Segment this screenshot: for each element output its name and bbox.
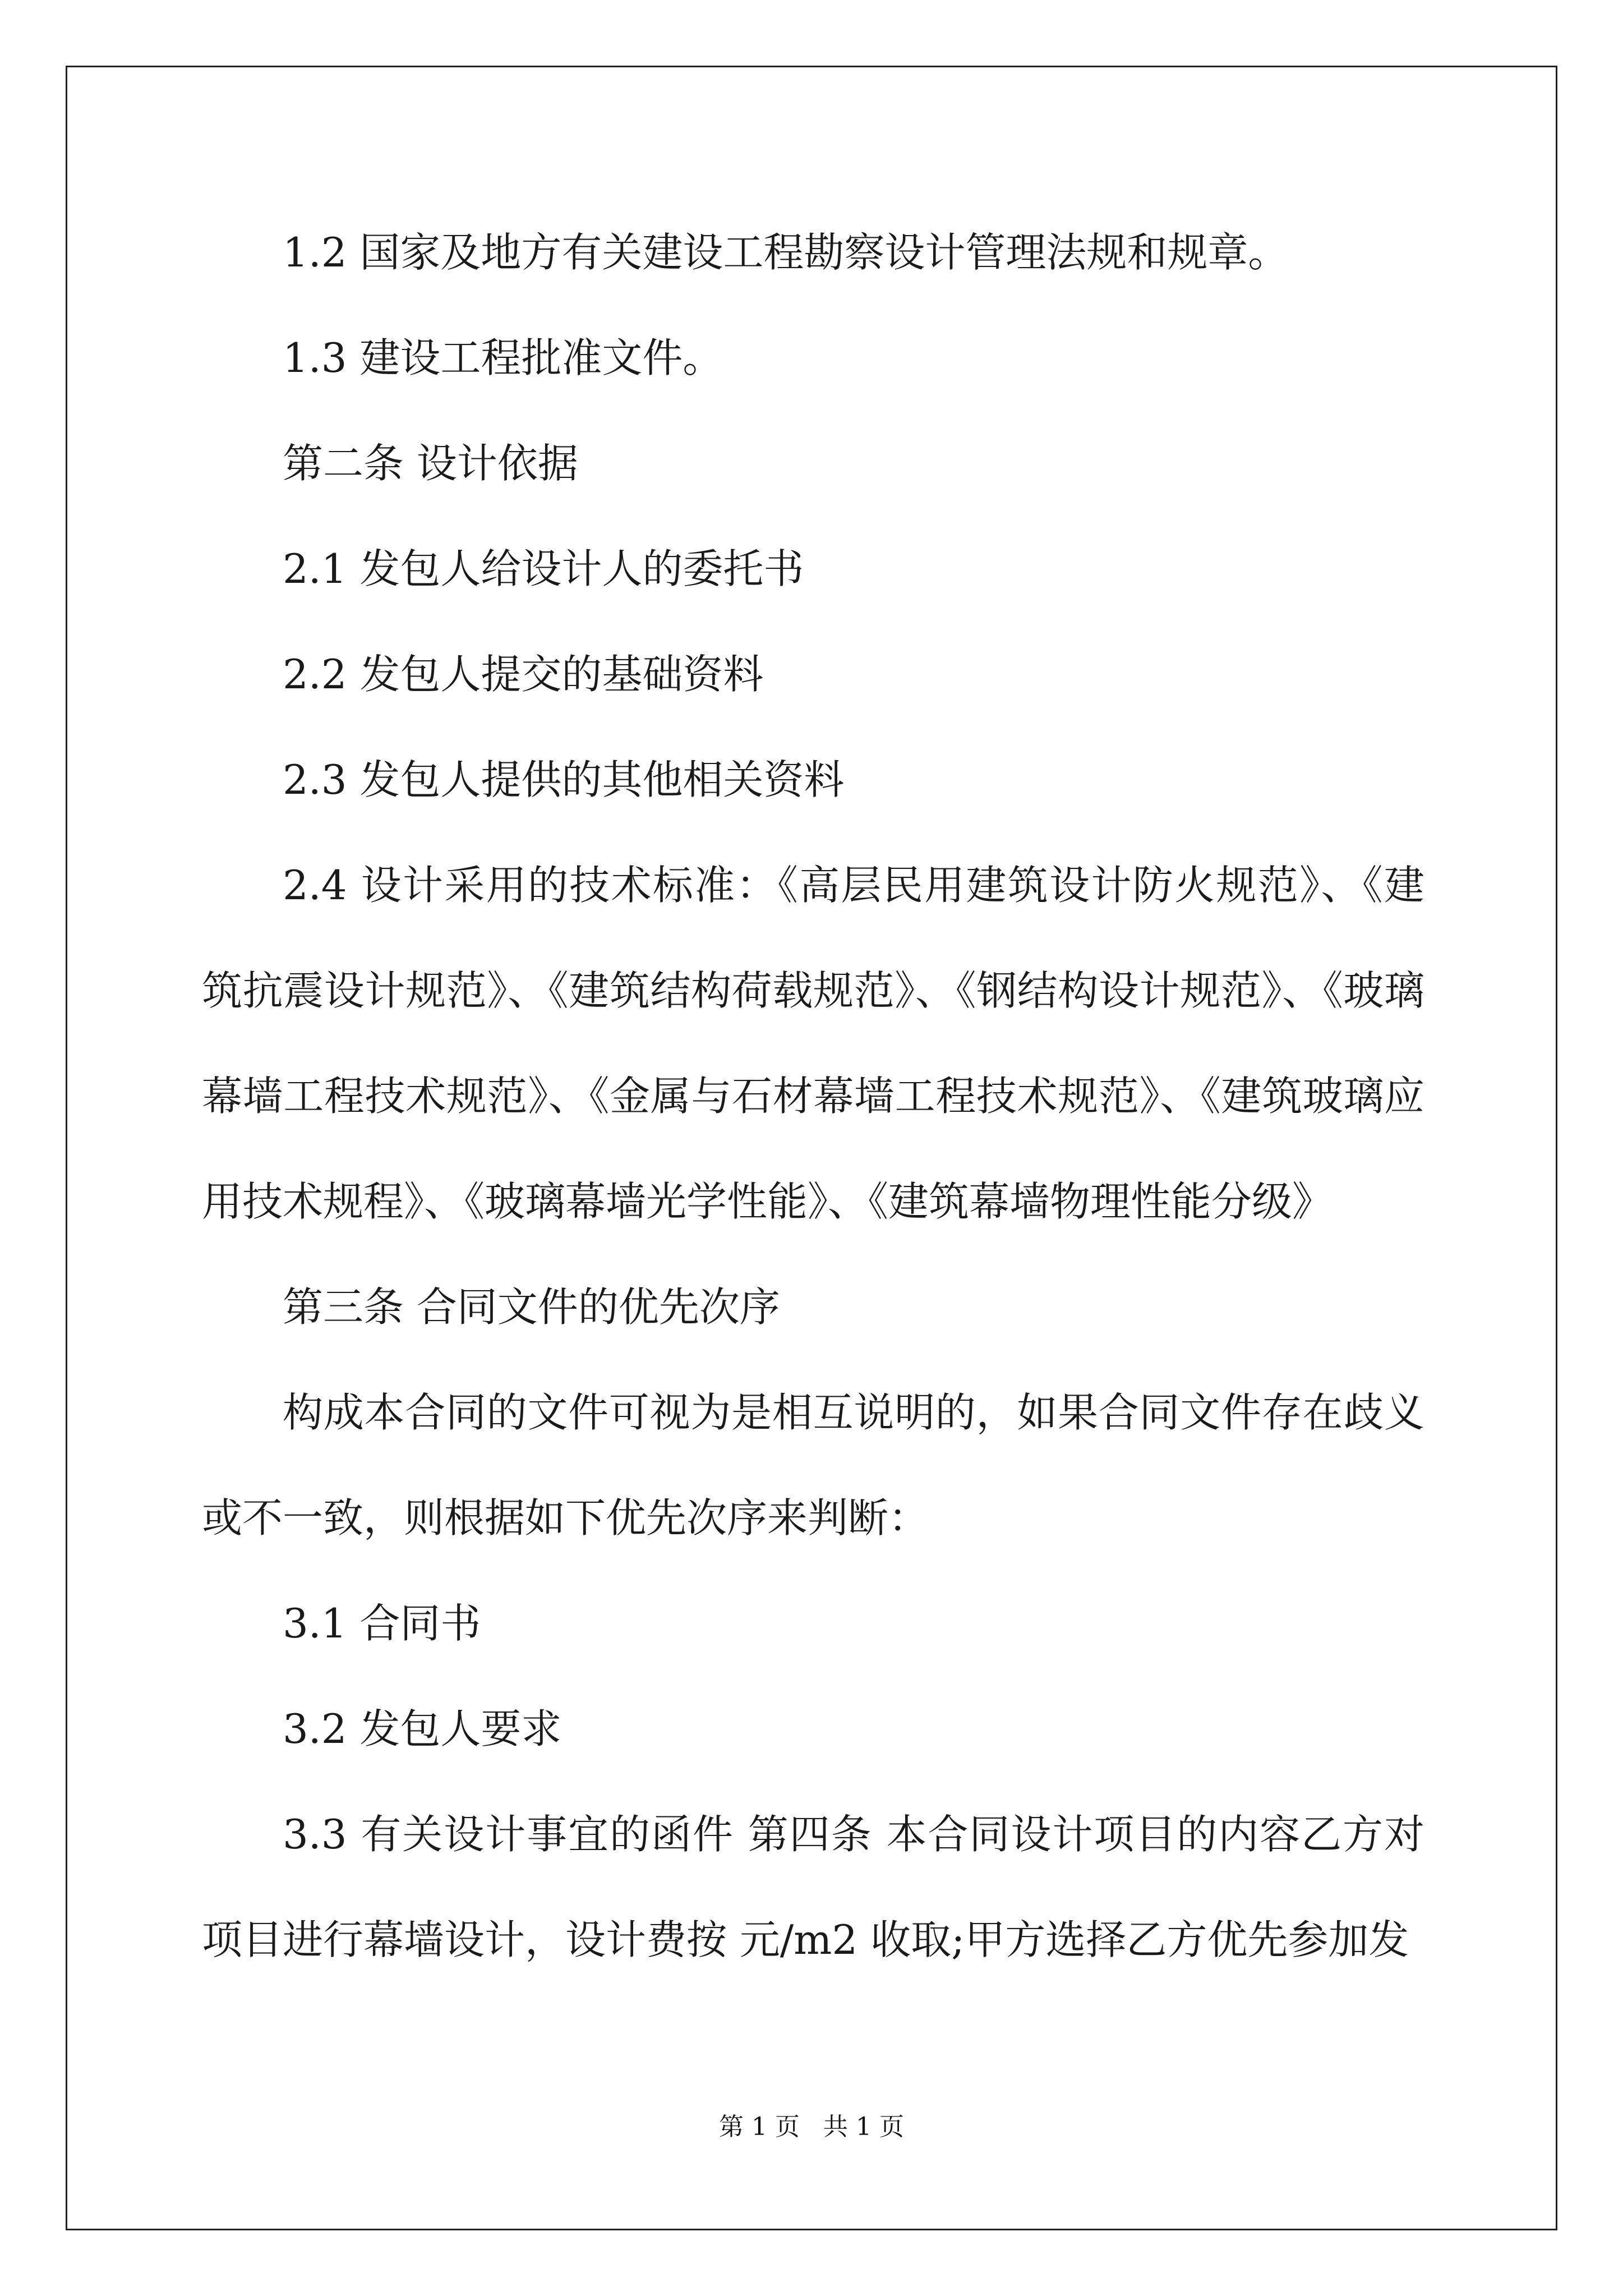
paragraph-priority-intro: 构成本合同的文件可视为是相互说明的，如果合同文件存在歧义或不一致，则根据如下优先次序来判断： <box>202 1389 1424 1542</box>
article-2-heading: 第二条 设计依据 <box>283 440 578 487</box>
paragraph-1-3: 1.3 建设工程批准文件。 <box>283 334 723 381</box>
article-3-heading: 第三条 合同文件的优先次序 <box>283 1283 780 1331</box>
paragraph-2-3: 2.3 发包人提供的其他相关资料 <box>283 756 845 803</box>
paragraph-3-3: 3.3 有关设计事宜的函件 第四条 本合同设计项目的内容乙方对项目进行幕墙设计，设计费按 元/m2 收取;甲方选择乙方优先参加发 <box>202 1811 1424 1963</box>
paragraph-2-2: 2.2 发包人提交的基础资料 <box>283 651 764 698</box>
paragraph-2-1: 2.1 发包人给设计人的委托书 <box>283 545 804 592</box>
paragraph-2-4: 2.4 设计采用的技术标准：《高层民用建筑设计防火规范》、《建筑抗震设计规范》、《建筑结构荷载规范》、《钢结构设计规范》、《玻璃幕墙工程技术规范》、《金属与石材幕墙工程技术规范》、《建筑玻璃应用技术规程》、《玻璃幕墙光学性能》、《建筑幕墙物理性能分级》 <box>202 862 1424 1225</box>
paragraph-1-2: 1.2 国家及地方有关建设工程勘察设计管理法规和规章。 <box>283 229 1289 276</box>
page-footer <box>0 2106 1623 2142</box>
page-total: 共 1 页 <box>823 2113 904 2141</box>
page-number: 第 1 页 <box>719 2113 800 2141</box>
paragraph-3-2: 3.2 发包人要求 <box>283 1705 562 1752</box>
paragraph-3-1: 3.1 合同书 <box>283 1600 481 1647</box>
